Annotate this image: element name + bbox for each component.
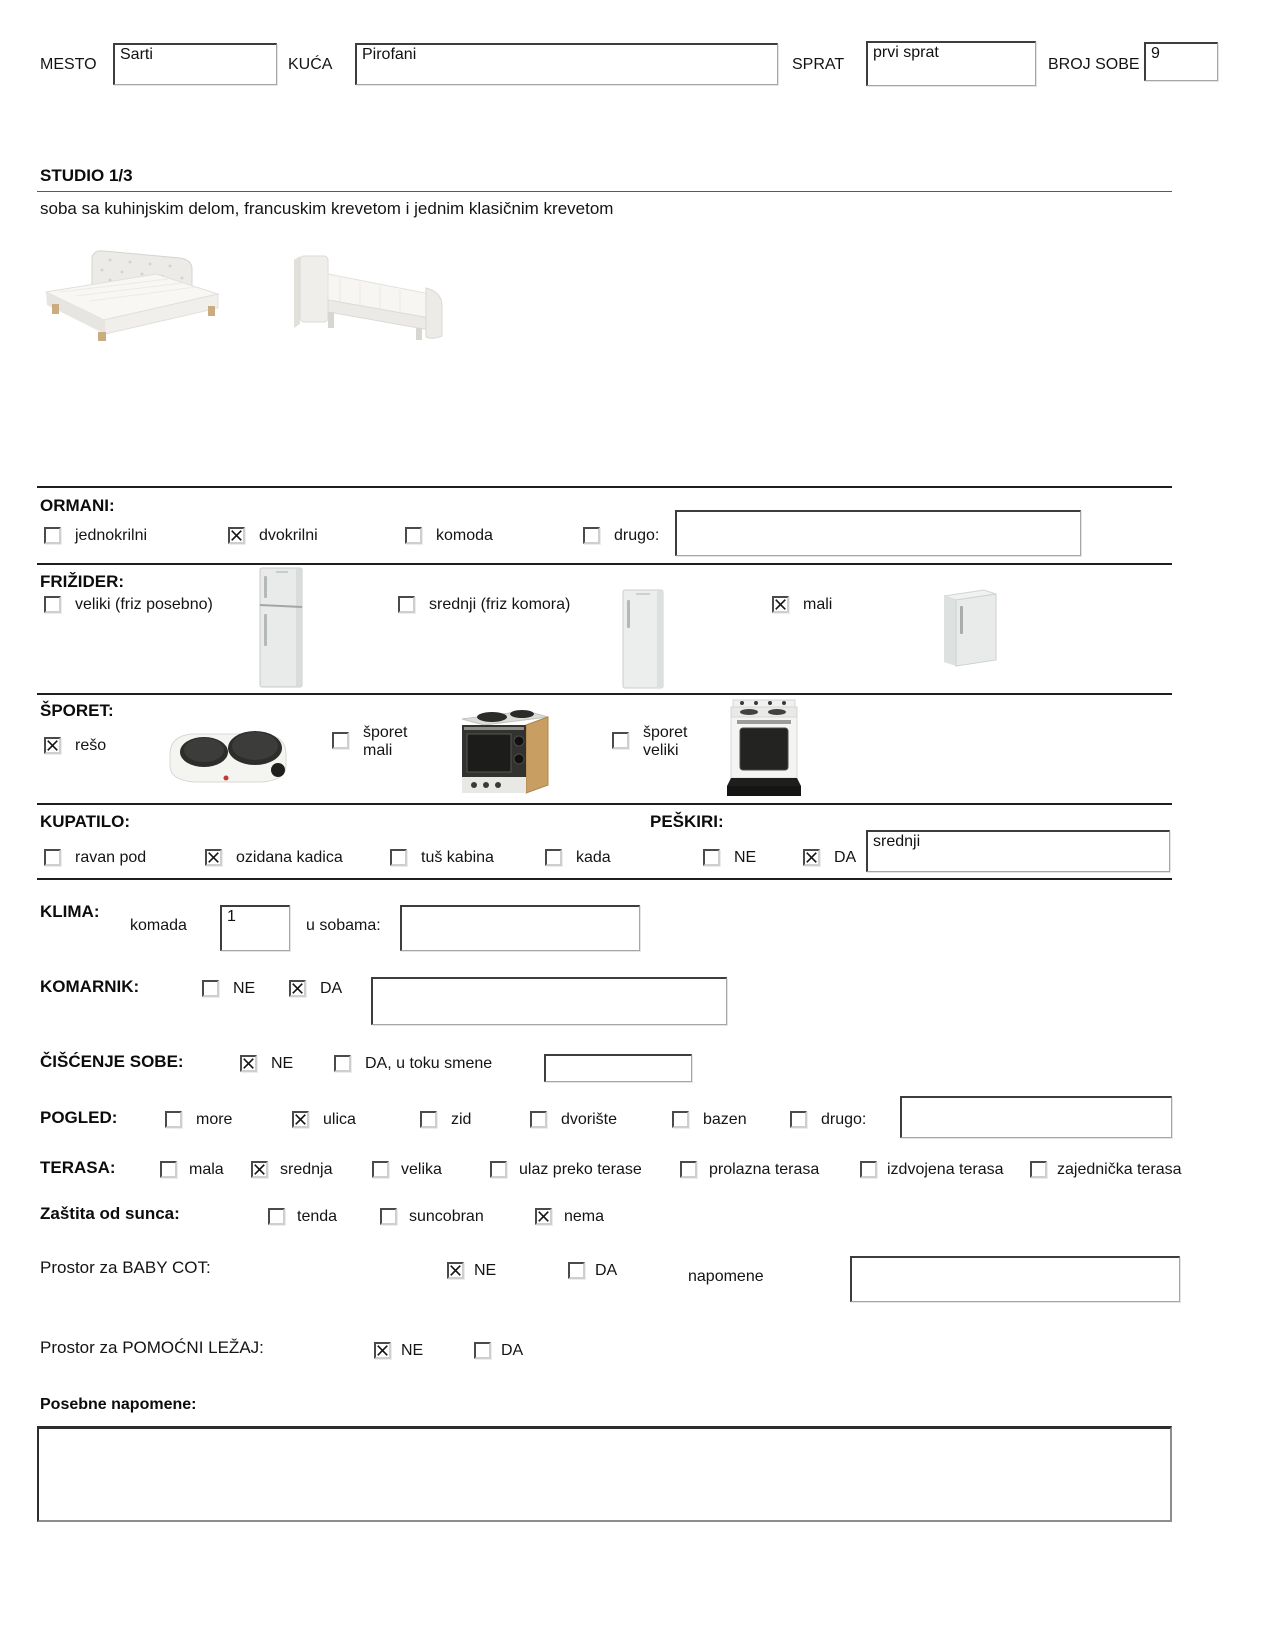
option-dvoriste [530,1111,617,1129]
fridge-medium-photo [620,588,666,690]
checkbox-frizider-veliki[interactable] [44,596,61,613]
option-prolazna-terasa [680,1161,819,1179]
checkbox-frizider-srednji[interactable] [398,596,415,613]
option-label: kada [576,849,611,866]
option-zid [420,1111,471,1129]
option-ozidana-kadica [205,849,343,867]
section-divider [37,878,1172,880]
section-divider [37,693,1172,695]
x-mark-icon [253,1163,266,1176]
option-label: mala [189,1161,224,1178]
fridge-small-photo [938,584,1002,670]
option-suncobran [380,1208,484,1226]
option-tenda [268,1208,337,1226]
checkbox-komarnik-ne[interactable] [202,980,219,997]
broj-sobe-label: BROJ SOBE [1048,56,1140,73]
checkbox-srednja[interactable] [251,1161,268,1178]
komada-label: komada [130,917,187,934]
x-mark-icon [242,1057,255,1070]
option-label: dvokrilni [259,527,318,544]
zastita-heading: Zaštita od sunca: [40,1204,180,1223]
option-label: šporet mali [363,724,408,760]
option-label: prolazna terasa [709,1161,820,1178]
option-ciscenje-da [334,1055,492,1073]
option-izdvojena-terasa [860,1161,1004,1179]
checkbox-ulaz-preko-terase[interactable] [490,1161,507,1178]
option-peskiri-ne [703,849,756,867]
option-label: drugo: [821,1111,867,1128]
option-label: rešo [75,737,107,754]
option-label: ravan pod [75,849,147,866]
option-label: zajednička terasa [1057,1161,1182,1178]
option-label: DA [834,849,857,866]
option-label: NE [233,980,256,997]
option-label: DA, u toku smene [365,1055,493,1072]
baby-cot-heading: Prostor za BABY COT: [40,1258,211,1277]
kuca-label: KUĆA [288,56,333,73]
checkbox-ciscenje-ne[interactable] [240,1055,257,1072]
kupatilo-heading: KUPATILO: [40,812,131,831]
option-label: srednja [280,1161,333,1178]
x-mark-icon [537,1210,550,1223]
ciscenje-heading: ČIŠĆENJE SOBE: [40,1052,184,1071]
checkbox-jednokrilni[interactable] [44,527,61,544]
pogled-heading: POGLED: [40,1108,118,1127]
checkbox-komarnik-da[interactable] [289,980,306,997]
option-pomocni-ne [374,1342,423,1360]
option-komarnik-da [289,980,342,998]
option-label: srednji (friz komora) [429,596,571,613]
option-label: nema [564,1208,605,1225]
option-label: jednokrilni [75,527,148,544]
option-bazen [672,1111,747,1129]
option-label: drugo: [614,527,660,544]
pogled-drugo-input[interactable] [900,1096,1172,1138]
option-label: DA [595,1262,618,1279]
checkbox-kada[interactable] [545,849,562,866]
option-velika [372,1161,442,1179]
ciscenje-input[interactable] [544,1054,692,1082]
option-label: velika [401,1161,442,1178]
option-label: more [196,1111,233,1128]
option-label: šporet veliki [643,724,688,760]
option-label: veliki (friz posebno) [75,596,213,613]
option-zajednicka-terasa [1030,1161,1182,1179]
komarnik-heading: KOMARNIK: [40,977,140,996]
x-mark-icon [207,851,220,864]
checkbox-dvoriste[interactable] [530,1111,547,1128]
option-tus-kabina [390,849,494,867]
option-sporet-veliki [612,724,709,761]
x-mark-icon [294,1113,307,1126]
x-mark-icon [376,1344,389,1357]
checkbox-ciscenje-da[interactable] [334,1055,351,1072]
checkbox-babycot-ne[interactable] [447,1262,464,1279]
option-label: NE [401,1342,424,1359]
checkbox-suncobran[interactable] [380,1208,397,1225]
option-babycot-da [568,1262,617,1280]
klima-komada-input[interactable]: 1 [220,905,290,951]
option-label: suncobran [409,1208,484,1225]
option-label: bazen [703,1111,747,1128]
x-mark-icon [805,851,818,864]
option-label: zid [451,1111,472,1128]
stove-photo [727,698,803,800]
option-mala [160,1161,224,1179]
checkbox-more[interactable] [165,1111,182,1128]
sporet-heading: ŠPORET: [40,701,114,720]
option-peskiri-da [803,849,856,867]
checkbox-tenda[interactable] [268,1208,285,1225]
option-jednokrilni [44,527,147,545]
fridge-medium-image [620,588,666,690]
section-divider [37,486,1172,488]
option-frizider-mali [772,596,832,614]
posebne-napomene-heading: Posebne napomene: [40,1396,197,1413]
option-label: DA [320,980,343,997]
sprat-label: SPRAT [792,56,845,73]
checkbox-ulica[interactable] [292,1111,309,1128]
mini-oven-image [452,703,552,799]
sprat-input[interactable]: prvi sprat [866,41,1036,86]
french-bed-photo [40,246,222,344]
checkbox-ormani-drugo[interactable] [583,527,600,544]
option-frizider-srednji [398,596,570,614]
section-divider [37,563,1172,565]
french-bed-image [40,246,222,344]
option-komoda [405,527,493,545]
option-label: komoda [436,527,493,544]
checkbox-pomocni-ne[interactable] [374,1342,391,1359]
option-frizider-veliki [44,596,213,614]
option-label: ulaz preko terase [519,1161,642,1178]
fridge-large-photo [256,566,306,690]
fridge-large-image [256,566,306,690]
x-mark-icon [291,982,304,995]
klima-sobe-input[interactable] [400,905,640,951]
checkbox-bazen[interactable] [672,1111,689,1128]
option-ciscenje-ne [240,1055,293,1073]
peskiri-input[interactable]: srednji [866,830,1170,872]
terasa-heading: TERASA: [40,1158,116,1177]
klima-heading: KLIMA: [40,902,100,921]
option-label: dvorište [561,1111,618,1128]
checkbox-mala[interactable] [160,1161,177,1178]
x-mark-icon [774,598,787,611]
posebne-napomene-box[interactable] [37,1426,1172,1522]
option-komarnik-ne [202,980,255,998]
checkbox-prolazna-terasa[interactable] [680,1161,697,1178]
fridge-small-image [938,584,1002,670]
pomocni-lezaj-heading: Prostor za POMOĆNI LEŽAJ: [40,1338,264,1357]
checkbox-peskiri-da[interactable] [803,849,820,866]
option-babycot-ne [447,1262,496,1280]
option-more [165,1111,232,1129]
napomene-label: napomene [688,1268,764,1285]
option-pogled-drugo [790,1111,866,1129]
checkbox-frizider-mali[interactable] [772,596,789,613]
option-label: NE [734,849,757,866]
option-label: izdvojena terasa [887,1161,1004,1178]
option-label: ulica [323,1111,356,1128]
kuca-input[interactable]: Pirofani [355,43,778,85]
option-label: ozidana kadica [236,849,343,866]
checkbox-sporet-veliki[interactable] [612,732,629,749]
checkbox-ravan-pod[interactable] [44,849,61,866]
checkbox-pomocni-da[interactable] [474,1342,491,1359]
checkbox-pogled-drugo[interactable] [790,1111,807,1128]
mini-oven-photo [452,703,552,799]
x-mark-icon [46,739,59,752]
option-label: tenda [297,1208,338,1225]
checkbox-dvokrilni[interactable] [228,527,245,544]
option-ormani-drugo [583,527,659,545]
checkbox-tus-kabina[interactable] [390,849,407,866]
broj-sobe-input[interactable]: 9 [1144,42,1218,81]
peskiri-heading: PEŠKIRI: [650,812,724,831]
checkbox-sporet-mali[interactable] [332,732,349,749]
hotplate-image [162,712,294,794]
checkbox-izdvojena-terasa[interactable] [860,1161,877,1178]
checkbox-zajednicka-terasa[interactable] [1030,1161,1047,1178]
komarnik-input[interactable] [371,977,727,1025]
mesto-input[interactable]: Sarti [113,43,277,85]
option-ulica [292,1111,356,1129]
checkbox-ozidana-kadica[interactable] [205,849,222,866]
section-divider [37,803,1172,805]
u-sobama-label: u sobama: [306,917,381,934]
option-label: mali [803,596,833,613]
hotplate-photo [162,712,294,794]
option-pomocni-da [474,1342,523,1360]
studio-title: STUDIO 1/3 [40,166,133,185]
option-reso [44,737,106,755]
option-sporet-mali [332,724,429,761]
studio-description: soba sa kuhinjskim delom, francuskim krevetom i jednim klasičnim krevetom [40,199,614,218]
single-bed-photo [280,252,446,344]
option-ravan-pod [44,849,146,867]
ormani-heading: ORMANI: [40,496,115,515]
checkbox-velika[interactable] [372,1161,389,1178]
single-bed-image [280,252,446,344]
title-underline [37,191,1172,192]
checkbox-komoda[interactable] [405,527,422,544]
option-ulaz-preko-terase [490,1161,642,1179]
checkbox-peskiri-ne[interactable] [703,849,720,866]
frizider-heading: FRIŽIDER: [40,572,125,591]
option-label: DA [501,1342,524,1359]
option-label: NE [474,1262,497,1279]
option-dvokrilni [228,527,318,545]
x-mark-icon [230,529,243,542]
babycot-napomene-input[interactable] [850,1256,1180,1302]
option-kada [545,849,611,867]
checkbox-reso[interactable] [44,737,61,754]
option-nema [535,1208,604,1226]
checkbox-babycot-da[interactable] [568,1262,585,1279]
option-label: NE [271,1055,294,1072]
mesto-label: MESTO [40,56,97,73]
option-label: tuš kabina [421,849,494,866]
checkbox-nema[interactable] [535,1208,552,1225]
ormani-drugo-input[interactable] [675,510,1081,556]
x-mark-icon [449,1264,462,1277]
option-srednja [251,1161,332,1179]
checkbox-zid[interactable] [420,1111,437,1128]
stove-image [727,698,803,800]
